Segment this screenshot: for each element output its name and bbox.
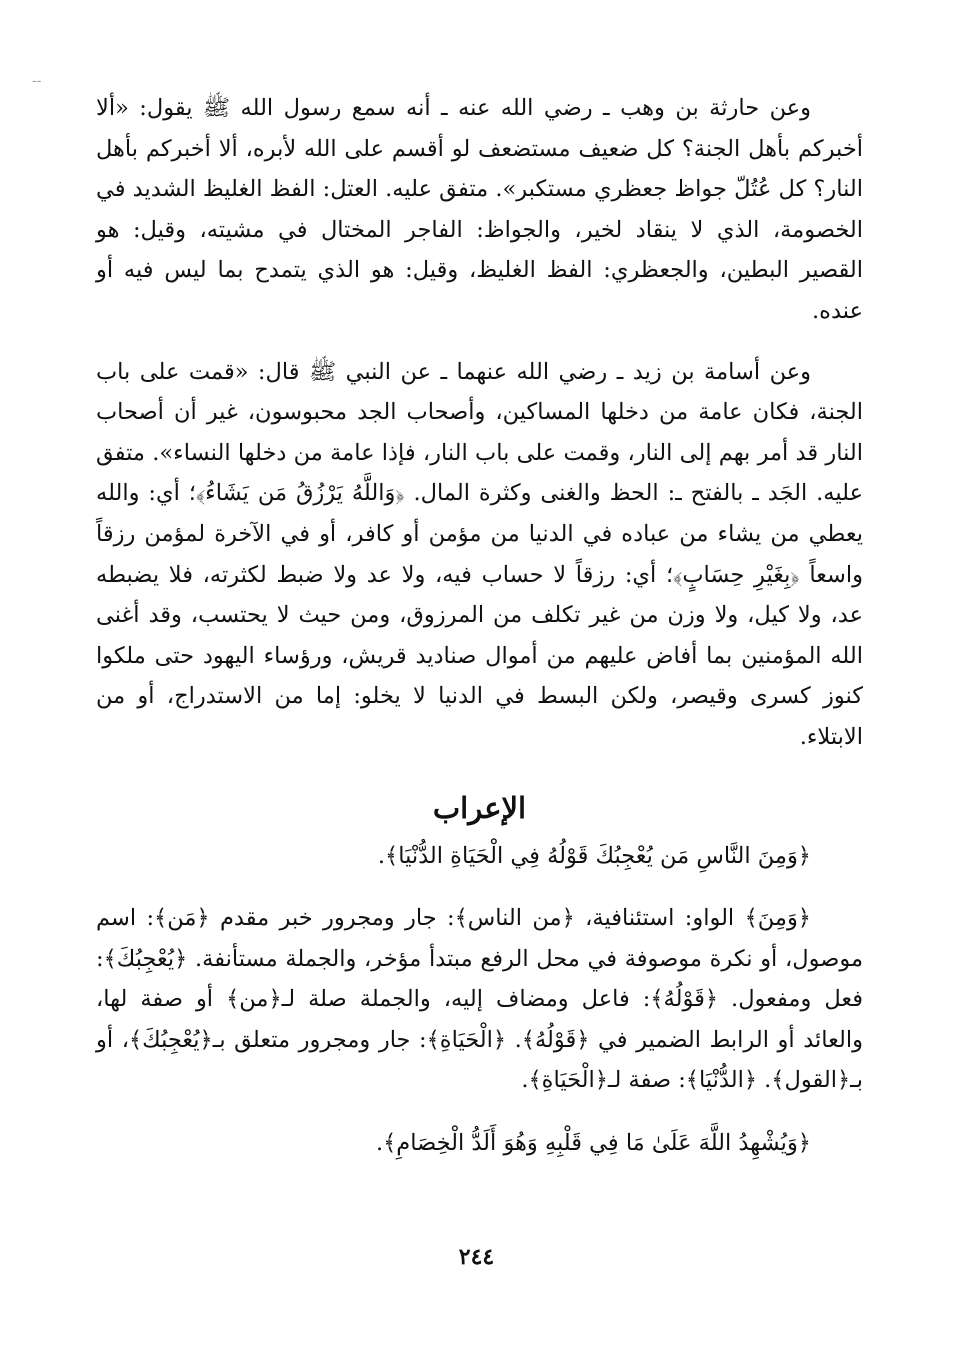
- verse-quote-2: ﴿وَيُشْهِدُ اللَّهَ عَلَىٰ مَا فِي قَلْبِهِ وَهُوَ أَلَدُّ الْخِصَامِ﴾.: [375, 1130, 811, 1157]
- paragraph-gap: [96, 332, 863, 352]
- paragraph-gap: [96, 876, 863, 898]
- paragraph-haritha-hadith: وعن حارثة بن وهب ـ رضي الله عنه ـ أنه سمع رسول الله ﷺ يقول: «ألا أخبركم بأهل الجنة؟ كل ضعيف مستضعف لو أقسم على الله لأبره، ألا أخبركم بأهل النار؟ كل عُتُلّ جواظ جعظري مستكبر». متفق عليه. العتل: الفظ الغليظ الشديد في الخصومة، الذي لا ينقاد لخير، والجواظ: الفاجر المختال في مشيته، وقيل: هو القصير البطين، والجعظري: الفظ الغليظ، وقيل: هو الذي يتمدح بما ليس فيه أو عنده.: [96, 95, 863, 324]
- verse-quote-1: ﴿وَمِنَ النَّاسِ مَن يُعْجِبُكَ قَوْلُهُ فِي الْحَيَاةِ الدُّنْيَا﴾.: [377, 842, 811, 869]
- irab-paragraph: ﴿وَمِنَ﴾ الواو: استئنافية، ﴿من الناس﴾: جار ومجرور خبر مقدم ﴿مَن﴾: اسم موصول، أو نكرة موصوفة في محل الرفع مبتدأ مؤخر، والجملة مستأنفة. ﴿يُعْجِبُكَ﴾: فعل ومفعول. ﴿قَوْلُهُ﴾: فاعل ومضاف إليه، والجملة صلة لـ﴿من﴾ أو صفة لها، والعائد أو الرابط الضمير في ﴿قَوْلُهُ﴾. ﴿الْحَيَاةِ﴾: جار ومجرور متعلق بـ﴿يُعْجِبُكَ﴾، أو بـ﴿القول﴾. ﴿الدُّنْيَا﴾: صفة لـ﴿الْحَيَاةِ﴾.: [96, 905, 863, 1094]
- section-heading: الإعراب: [432, 790, 527, 825]
- paragraph-usama-hadith: وعن أسامة بن زيد ـ رضي الله عنهما ـ عن النبي ﷺ قال: «قمت على باب الجنة، فكان عامة من دخلها المساكين، وأصحاب الجد محبوسون، غير أن أصحاب النار قد أمر بهم إلى النار، وقمت على باب النار، فإذا عامة من دخلها النساء». متفق عليه. الجَد ـ بالفتح ـ: الحظ والغنى وكثرة المال. ﴿وَاللَّهُ يَرْزُقُ مَن يَشَاءُ﴾؛ أي: والله يعطي من يشاء من عباده في الدنيا من مؤمن أو كافر، أو في الآخرة لمؤمن رزقاً واسعاً ﴿بِغَيْرِ حِسَابٍ﴾؛ أي: رزقاً لا حساب فيه، ولا عد ولا ضبط لكثرته، فلا يضبطه عد، ولا كيل، ولا وزن من غير تكلف من المرزوق، ومن حيث لا يحتسب، وقد أغنى الله المؤمنين بما أفاض عليهم من أموال صناديد قريش، ورؤساء اليهود حتى ملكوا كنوز كسرى وقيصر، ولكن البسط في الدنيا لا يخلو: إما من الاستدراج، أو من الابتلاء.: [96, 358, 863, 750]
- page-body: [96, 88, 863, 1164]
- paragraph-gap: [96, 1101, 863, 1123]
- margin-mark: --: [32, 72, 42, 88]
- page-number: ٢٤٤: [458, 1244, 495, 1270]
